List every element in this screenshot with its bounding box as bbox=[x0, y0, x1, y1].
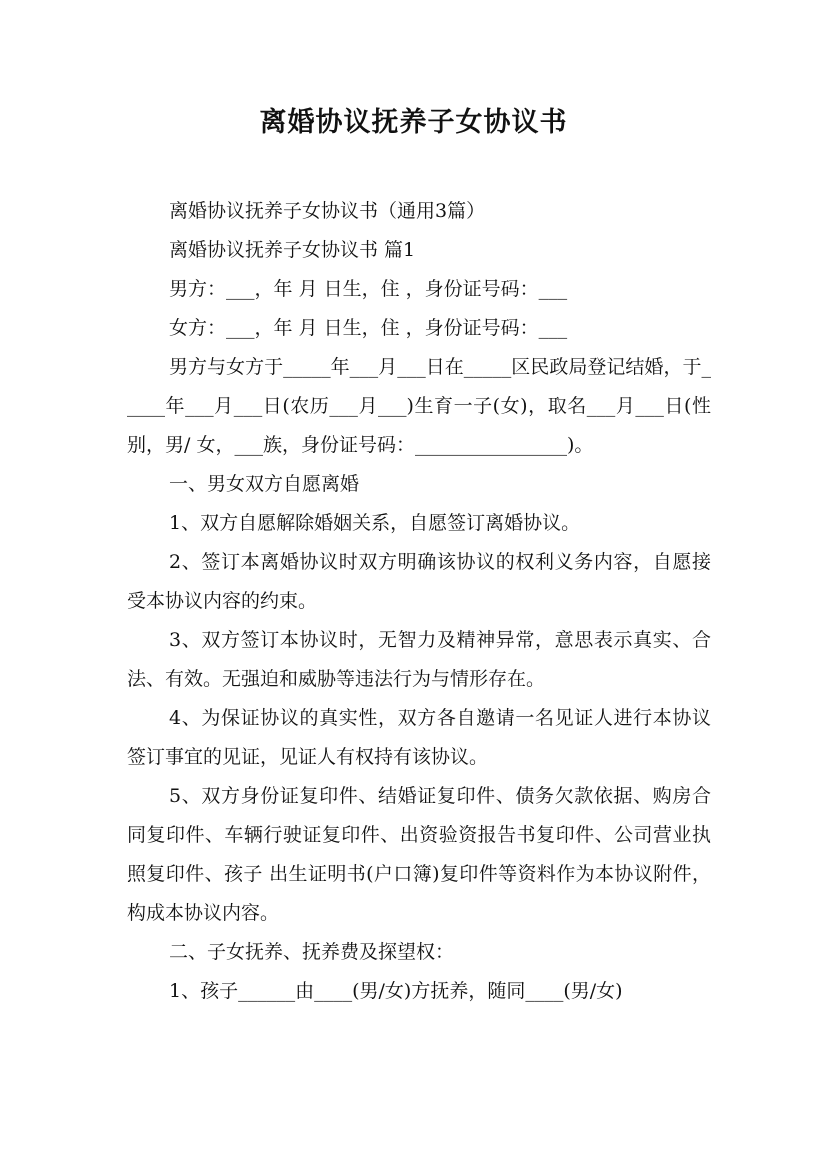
clause-2: 2、签订本离婚协议时双方明确该协议的权利义务内容，自愿接受本协议内容的约束。 bbox=[127, 551, 711, 612]
paragraph-marriage-info: 男方与女方于_____年___月___日在_____区民政局登记结婚，于_____年___月___日(农历___月___)生育一子(女)，取名___月___日(性别，男/ 女，___族，身份证号码：________________)。 bbox=[127, 356, 711, 456]
document-title: 离婚协议抚养子女协议书 bbox=[259, 107, 568, 138]
clause-3: 3、双方签订本协议时，无智力及精神异常，意思表示真实、合法、有效。无强迫和威胁等违法行为与情形存在。 bbox=[127, 629, 711, 690]
document-body bbox=[127, 192, 711, 1011]
custody-clause-1: 1、孩子______由____(男/女)方抚养，随同____(男/女) bbox=[169, 980, 623, 1002]
section-heading-child-custody: 二、子女抚养、抚养费及探望权： bbox=[169, 941, 455, 963]
paragraph-female-party: 女方：___，年 月 日生，住 ，身份证号码：___ bbox=[169, 317, 568, 339]
clause-1: 1、双方自愿解除婚姻关系，自愿签订离婚协议。 bbox=[169, 512, 581, 534]
paragraph-subtitle: 离婚协议抚养子女协议书（通用3篇） bbox=[169, 200, 486, 222]
paragraph-article-heading: 离婚协议抚养子女协议书 篇1 bbox=[169, 239, 416, 261]
clause-4: 4、为保证协议的真实性，双方各自邀请一名见证人进行本协议签订事宜的见证，见证人有权持有该协议。 bbox=[127, 707, 711, 768]
paragraph-male-party: 男方：___，年 月 日生，住 ，身份证号码：___ bbox=[169, 278, 568, 300]
clause-5: 5、双方身份证复印件、结婚证复印件、债务欠款依据、购房合同复印件、车辆行驶证复印件、出资验资报告书复印件、公司营业执照复印件、孩子 出生证明书(户口簿)复印件等资料作为本协议附件，构成本协议内容。 bbox=[127, 785, 711, 924]
section-heading-voluntary-divorce: 一、男女双方自愿离婚 bbox=[169, 473, 360, 495]
